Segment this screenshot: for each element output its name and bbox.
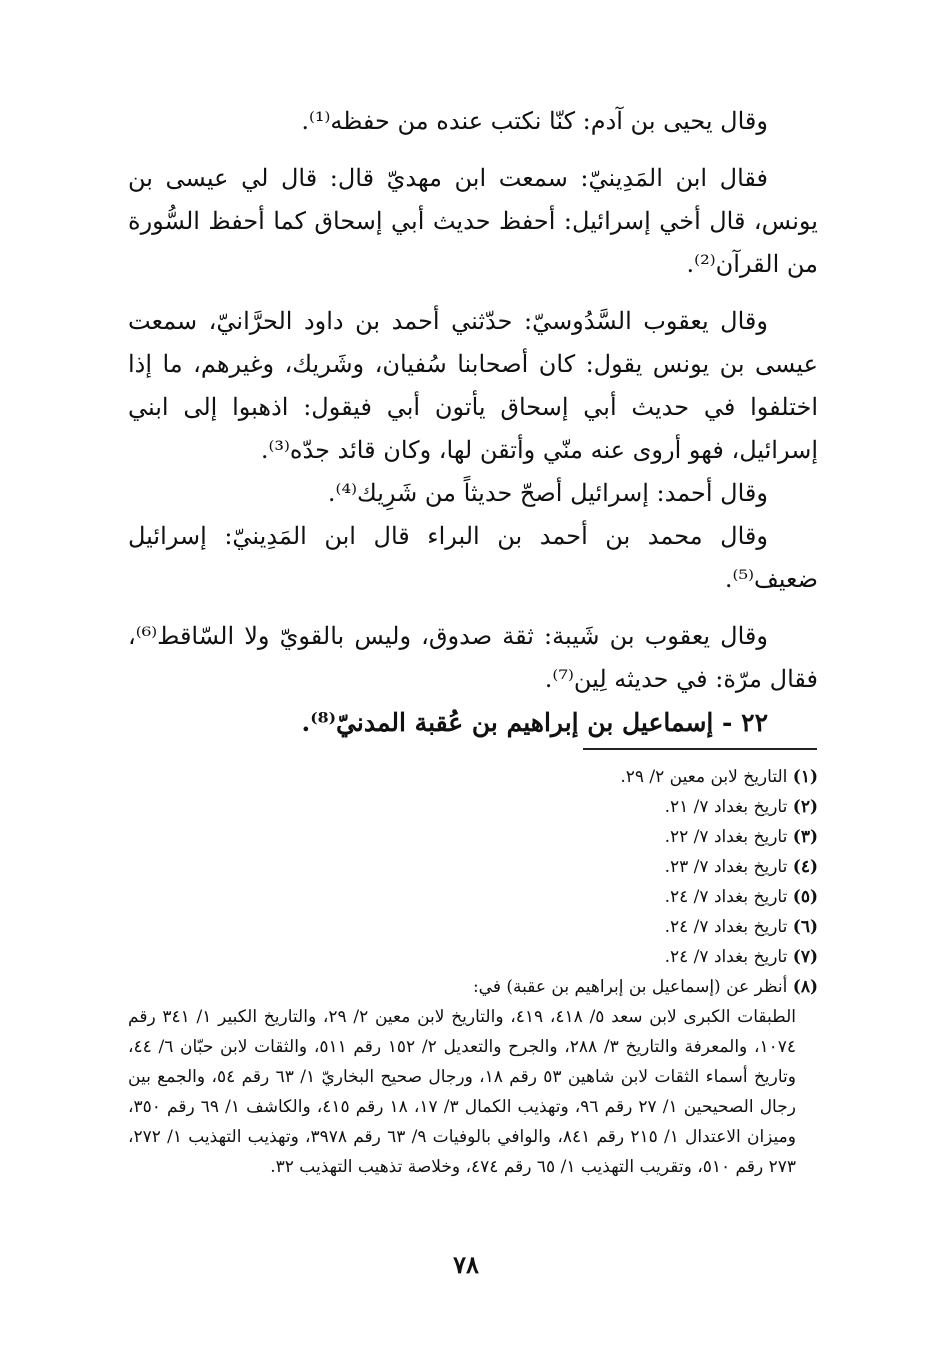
footnote-number: (٧) bbox=[792, 947, 818, 967]
footnote bbox=[128, 912, 818, 942]
footnote bbox=[128, 762, 818, 792]
main-text bbox=[128, 100, 818, 758]
footnote-number: (١) bbox=[792, 767, 818, 787]
paragraph: وقال يعقوب السَّدُوسيّ: حدّثني أحمد بن داود الحرَّانيّ، سمعت عيسى بن يونس يقول: كان أصحابنا سُفيان، وشَريك، وغيرهم، ما إذا اختلفوا في حديث أبي إسحاق يأتون أبي فيقول: اذهبوا إلى ابني إسرائيل، فهو أروى عنه منّي وأتقن لها، وكان قائد جدّه⁽³⁾. bbox=[128, 307, 818, 464]
footnote-text: تاريخ بغداد ٧/ ٢٤. bbox=[664, 947, 788, 967]
footnote-number: (٤) bbox=[792, 857, 818, 877]
paragraph: وقال محمد بن أحمد بن البراء قال ابن المَدِينيّ: إسرائيل ضعيف⁽⁵⁾. bbox=[128, 522, 818, 593]
paragraph: وقال أحمد: إسرائيل أصحّ حديثاً من شَرِيك⁽⁴⁾. bbox=[327, 479, 768, 507]
footnote bbox=[128, 942, 818, 972]
footnote-text: تاريخ بغداد ٧/ ٢٤. bbox=[664, 887, 788, 907]
paragraph: فقال ابن المَدِينيّ: سمعت ابن مهديّ قال: قال لي عيسى بن يونس، قال أخي إسرائيل: أحفظ حديث أبي إسحاق كما أحفظ السُّورة من القرآن⁽²⁾. bbox=[128, 164, 818, 278]
footnote-text: تاريخ بغداد ٧/ ٢٣. bbox=[664, 857, 788, 877]
footnote-text: التاريخ لابن معين ٢/ ٢٩. bbox=[620, 767, 788, 787]
footnotes bbox=[128, 762, 818, 1182]
footnote-number: (٣) bbox=[792, 827, 818, 847]
footnote-number: (٢) bbox=[792, 797, 818, 817]
footnote-text: تاريخ بغداد ٧/ ٢١. bbox=[664, 797, 788, 817]
footnote bbox=[128, 972, 818, 1002]
footnote-separator bbox=[583, 748, 817, 750]
footnote-text: أنظر عن (إسماعيل بن إبراهيم بن عقبة) في: bbox=[472, 977, 788, 997]
footnote bbox=[128, 882, 818, 912]
footnote bbox=[128, 852, 818, 882]
paragraph: وقال يحيى بن آدم: كنّا نكتب عنده من حفظه⁽¹⁾. bbox=[301, 107, 768, 135]
footnote-number: (٦) bbox=[792, 917, 818, 937]
page-number: ٧٨ bbox=[453, 1250, 479, 1279]
footnote bbox=[128, 822, 818, 852]
footnote-number: (٨) bbox=[792, 977, 818, 997]
footnote-8-sources: الطبقات الكبرى لابن سعد ٥/ ٤١٨، ٤١٩، والتاريخ لابن معين ٢/ ٢٩، والتاريخ الكبير ١/ ٣٤١ رقم ١٠٧٤، والمعرفة والتاريخ ٣/ ٢٨٨، والجرح والتعديل ٢/ ١٥٢ رقم ٥١١، والثقات لابن حبّان ٦/ ٤٤، وتاريخ أسماء الثقات لابن شاهين ٥٣ رقم ١٨، ورجال صحيح البخاريّ ١/ ٦٣ رقم ٥٤، والجمع بين رجال الصحيحين ١/ ٢٧ رقم ٩٦، وتهذيب الكمال ٣/ ١٧، ١٨ رقم ٤١٥، والكاشف ١/ ٦٩ رقم ٣٥٠، وميزان الاعتدال ١/ ٢١٥ رقم ٨٤١، والوافي بالوفيات ٩/ ٦٣ رقم ٣٩٧٨، وتهذيب التهذيب ١/ ٢٧٢، ٢٧٣ رقم ٥١٠، وتقريب التهذيب ١/ ٦٥ رقم ٤٧٤، وخلاصة تذهيب التهذيب ٣٢. bbox=[128, 1007, 796, 1177]
footnote-number: (٥) bbox=[792, 887, 818, 907]
paragraph: وقال يعقوب بن شَيبة: ثقة صدوق، وليس بالقويّ ولا السّاقط⁽⁶⁾، فقال مرّة: في حديثه لِين⁽⁷⁾. bbox=[128, 622, 818, 693]
footnote-text: تاريخ بغداد ٧/ ٢٤. bbox=[664, 917, 788, 937]
entry-heading: ٢٢ - إسماعيل بن إبراهيم بن عُقبة المدنيّ⁽⁸⁾. bbox=[301, 708, 768, 737]
footnote-text: تاريخ بغداد ٧/ ٢٢. bbox=[664, 827, 788, 847]
footnote bbox=[128, 792, 818, 822]
